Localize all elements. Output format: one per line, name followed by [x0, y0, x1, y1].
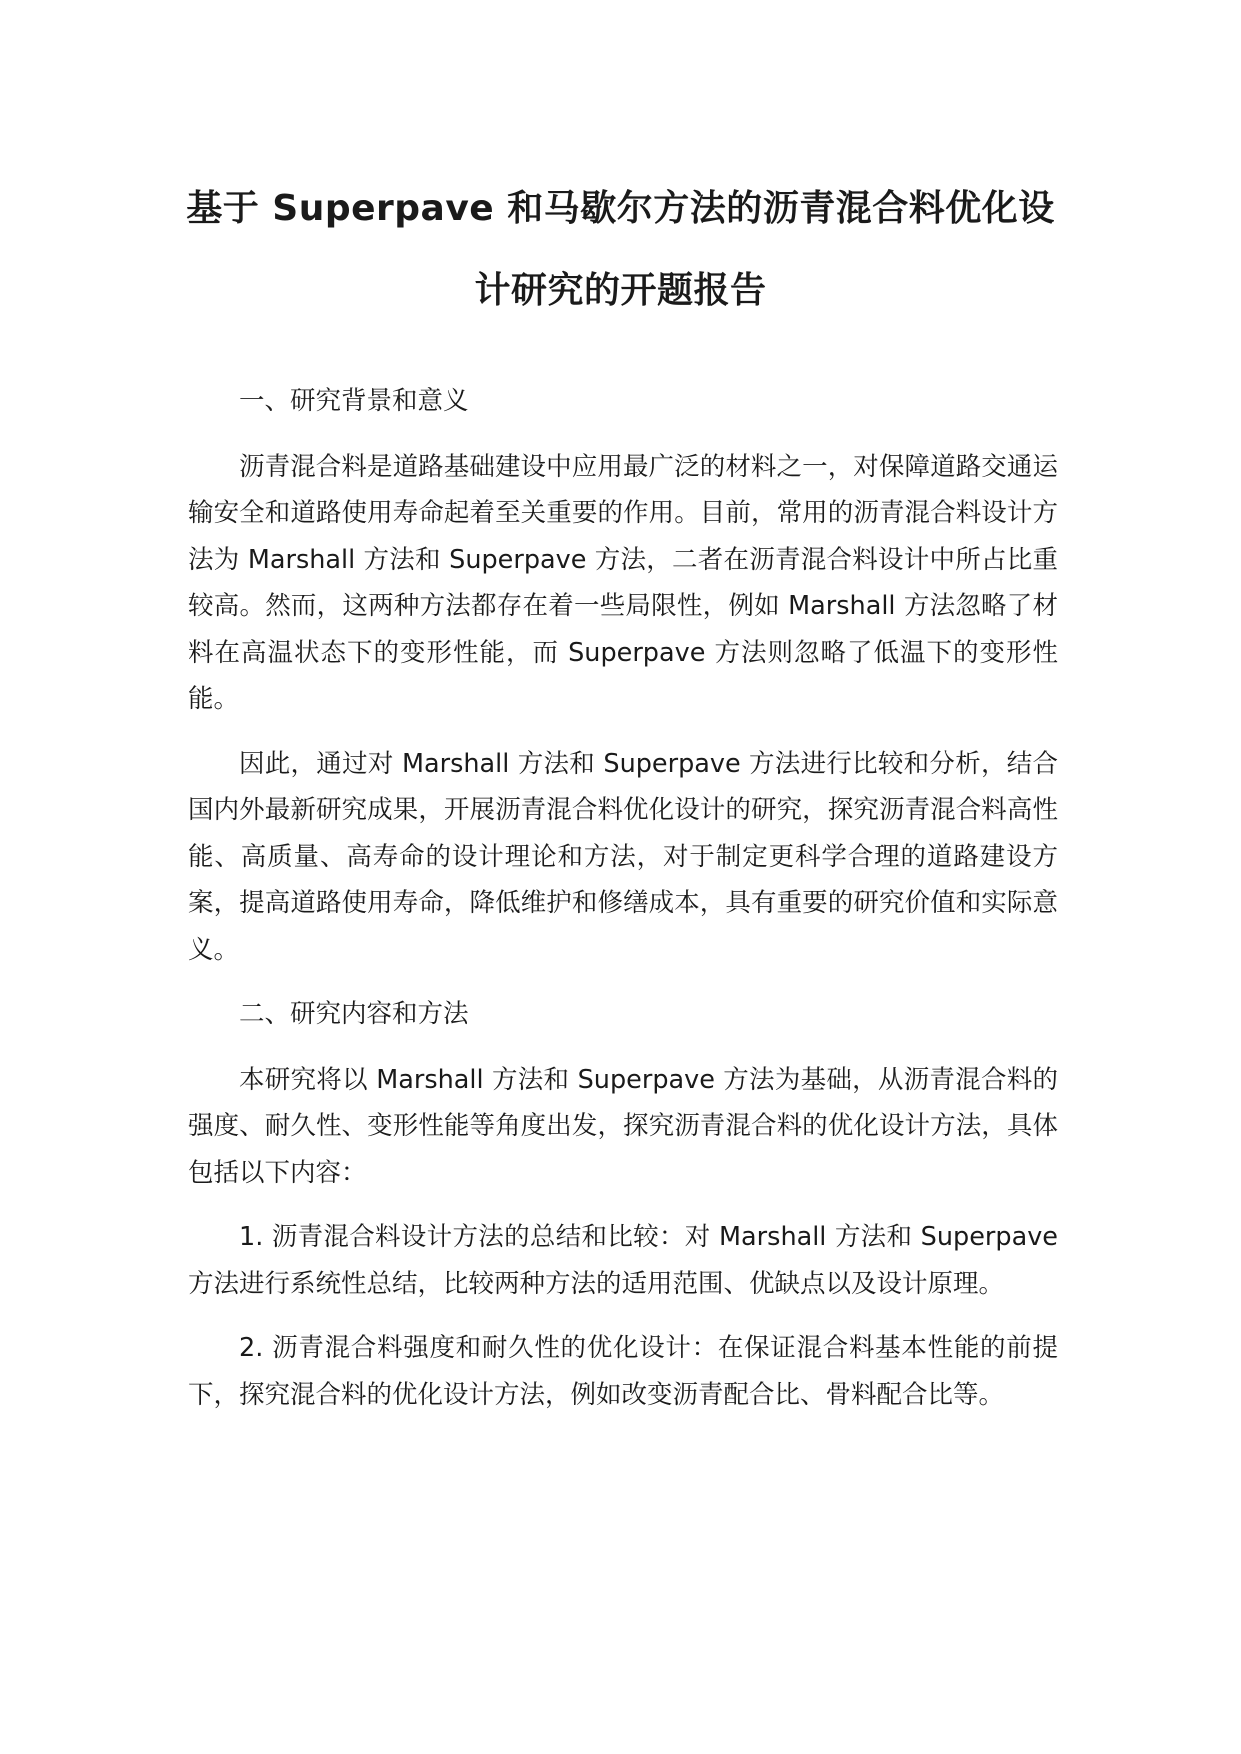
paragraph-significance: 因此，通过对 Marshall 方法和 Superpave 方法进行比较和分析，结合国内外最新研究成果，开展沥青混合料优化设计的研究，探究沥青混合料高性能、高质量、高寿命的设计理论和方法，对于制定更科学合理的道路建设方案，提高道路使用寿命，降低维护和修缮成本，具有重要的研究价值和实际意义。 [188, 748, 1058, 965]
list-item-2: 2. 沥青混合料强度和耐久性的优化设计：在保证混合料基本性能的前提下，探究混合料的优化设计方法，例如改变沥青配合比、骨料配合比等。 [188, 1333, 1058, 1410]
document-title-line-1: 基于 Superpave 和马歇尔方法的沥青混合料优化设 [186, 188, 1055, 229]
section-heading-background: 一、研究背景和意义 [239, 386, 469, 416]
paragraph-research-content: 本研究将以 Marshall 方法和 Superpave 方法为基础，从沥青混合料的强度、耐久性、变形性能等角度出发，探究沥青混合料的优化设计方法，具体包括以下内容： [188, 1064, 1058, 1188]
list-item-1: 1. 沥青混合料设计方法的总结和比较：对 Marshall 方法和 Superpave 方法进行系统性总结，比较两种方法的适用范围、优缺点以及设计原理。 [188, 1222, 1058, 1299]
paragraph-background: 沥青混合料是道路基础建设中应用最广泛的材料之一，对保障道路交通运输安全和道路使用寿命起着至关重要的作用。目前，常用的沥青混合料设计方法为 Marshall 方法和 Superpave 方法，二者在沥青混合料设计中所占比重较高。然而，这两种方法都存在着一些局限性，例如 Marshall 方法忽略了材料在高温状态下的变形性能，而 Superpave 方法则忽略了低温下的变形性能。 [188, 451, 1058, 714]
document-body [188, 378, 1058, 1436]
section-heading-content-methods: 二、研究内容和方法 [239, 999, 469, 1029]
document-title-line-2: 计研究的开题报告 [474, 270, 767, 311]
